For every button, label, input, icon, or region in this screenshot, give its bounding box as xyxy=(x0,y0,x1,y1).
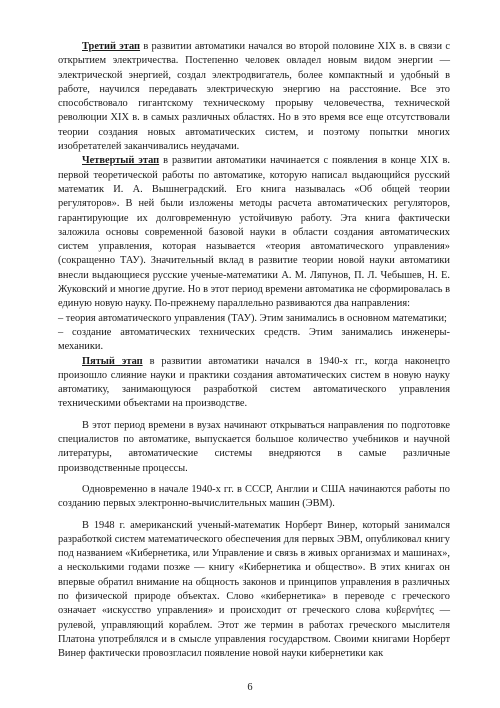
direction-item-tau: – теория автоматического управления (ТАУ). Этим занимались в основном математики; xyxy=(58,312,447,324)
fifth-stage-text: в развитии автоматики начался в 1940-х гг., когда наконецто произошло слияние науки и практики создания автоматических систем в новую науку автоматику, занимающуюся разработкой систем автоматического управления техническими объектами на производстве. xyxy=(58,355,450,410)
paragraph-wiener: В 1948 г. американский ученый-математик Норберт Винер, который занимался разработкой систем математического обеспечения для первых ЭВМ, опубликовал книгу под названием «Кибернетика, или Управление и связь в живых организмах и машинах», а несколькими годами позже — книгу «Кибернетика и общество». В этих книгах он впервые обратил внимание на общность законов и принципов управления в различных по физической природе объектах. Слово «кибернетика» в переводе с греческого означает «искусство управления» и происходит от греческого слова κυβερνήτες — рулевой, управляющий кораблем. Этот же термин в работах греческого мыслителя Платона употреблялся и в смысле управления государством. Своими книгами Норберт Винер фактически провозгласил появление новой науки кибернетики как xyxy=(58,519,450,660)
direction-item-technical: – создание автоматических технических средств. Этим занимались инженеры-механики. xyxy=(58,326,450,353)
page-number: 6 xyxy=(247,682,253,693)
paragraph-computers: Одновременно в начале 1940-х гг. в СССР, Англии и США начинаются работы по созданию первых электронно-вычислительных машин (ЭВМ). xyxy=(58,483,450,510)
fourth-stage-heading: Четвертый этап xyxy=(82,155,160,167)
fourth-stage-text: в развитии автоматики начинается с появления в конце XIX в. первой теоретической работы по автоматике, которую написал выдающийся русский математик И. А. Вышнеградский. Его книга называлась «Об общей теории регуляторов». В ней были изложены методы расчета автоматических регуляторов, гарантирующие их долговременную устойчивую работу. Эта книга фактически заложила основы современной базовой науки в области создания автоматических систем управления, которая называется «теория автоматического управления» (сокращенно ТАУ). Значительный вклад в развитие теории новой науки автоматики внесли выдающиеся русские ученые-математики А. М. Ляпунов, П. Л. Чебышев, Н. Е. Жуковский и многие другие. Но в этот период времени автоматика не сформировалась в единую новую науку. По-прежнему параллельно развиваются два направления: xyxy=(58,155,450,310)
paragraph-universities: В этот период времени в вузах начинают открываться направления по подготовке специалистов по автоматике, выпускается большое количество учебников и научной литературы, автоматические системы внедряются в самые различные производственные процессы. xyxy=(58,419,450,474)
paragraph-third-stage xyxy=(58,40,450,154)
fifth-stage-heading: Пятый этап xyxy=(82,355,143,367)
paragraph-fourth-stage xyxy=(58,154,450,311)
body-text xyxy=(58,40,450,661)
third-stage-text: в развитии автоматики начался во второй половине XIX в. в связи с открытием электричества. Постепенно человек овладел новым видом энергии — электрической энергией, создал электродвигатель, более компактный и удобный в работе, научился передавать электрическую энергию на расстояние. Все это способствовало гигантскому техническому прорыву человечества, технической революции XIX в. в самых различных областях. Но в это время все еще отсутствовали теории создания новых автоматических систем, и поэтому попытки многих изобретателей заканчивались неудачами. xyxy=(58,41,450,153)
paragraph-fifth-stage xyxy=(58,355,450,412)
third-stage-heading: Третий этап xyxy=(82,41,141,52)
